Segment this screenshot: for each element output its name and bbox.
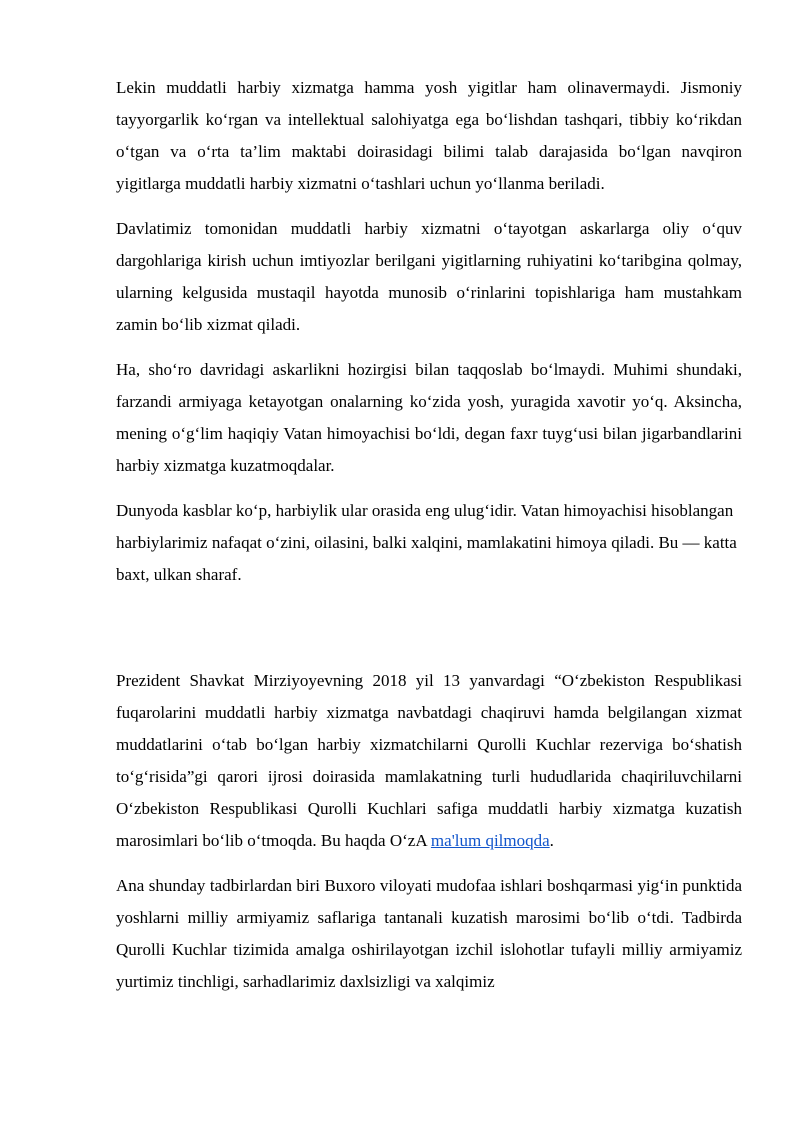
- document-body: [116, 72, 742, 1011]
- news-text: Prezident Shavkat Mirziyoyevning 2018 yil 13 yanvardagi “O‘zbekiston Respublikasi fuqarolarini muddatli harbiy xizmatga navbatdagi chaqiruvi hamda belgilangan xizmat muddatlarini o‘tab bo‘lgan harbiy xizmatchilarni Qurolli Kuchlar rezerviga bo‘shatish to‘g‘risida”gi qarori ijrosi doirasida mamlakatning turli hududlarida chaqiriluvchilarni O‘zbekiston Respublikasi Qurolli Kuchlari safiga muddatli harbiy xizmatga kuzatish marosimlari bo‘lib o‘tmoqda. Bu haqda O‘zA: [116, 671, 742, 850]
- paragraph-2: Davlatimiz tomonidan muddatli harbiy xizmatni o‘tayotgan askarlarga oliy o‘quv dargohlariga kirish uchun imtiyozlar berilgani yigitlarning ruhiyatini ko‘taribgina qolmay, ularning kelgusida mustaqil hayotda munosib o‘rinlarini topishlariga ham mustahkam zamin bo‘lib xizmat qiladi.: [116, 219, 742, 334]
- news-text-end: .: [549, 831, 554, 850]
- news-source-link[interactable]: ma'lum qilmoqda: [430, 831, 550, 850]
- paragraph-1: Lekin muddatli harbiy xizmatga hamma yosh yigitlar ham olinavermaydi. Jismoniy tayyorgarlik ko‘rgan va intellektual salohiyatga ega bo‘lishdan tashqari, tibbiy ko‘rikdan o‘tgan va o‘rta ta’lim maktabi doirasidagi bilimi talab darajasida bo‘lgan navqiron yigitlarga muddatli harbiy xizmatni o‘tashlari uchun yo‘llanma beriladi.: [116, 78, 742, 193]
- news-paragraph: [116, 665, 742, 857]
- paragraph-last: Ana shunday tadbirlardan biri Buxoro viloyati mudofaa ishlari boshqarmasi yig‘in punktida yoshlarni milliy armiyamiz saflariga tantanali kuzatish marosimi bo‘lib o‘tdi. Tadbirda Qurolli Kuchlar tizimida amalga oshirilayotgan izchil islohotlar tufayli milliy armiyamiz yurtimiz tinchligi, sarhadlarimiz daxlsizligi va xalqimiz: [116, 876, 742, 991]
- paragraph-4: Dunyoda kasblar ko‘p, harbiylik ular orasida eng ulug‘idir. Vatan himoyachisi hisoblangan harbiylarimiz nafaqat o‘zini, oilasini, balki xalqini, mamlakatini himoya qiladi. Bu — katta baxt, ulkan sharaf.: [116, 501, 737, 584]
- paragraph-3: Ha, sho‘ro davridagi askarlikni hozirgisi bilan taqqoslab bo‘lmaydi. Muhimi shundaki, farzandi armiyaga ketayotgan onalarning ko‘zida yosh, yuragida xavotir yo‘q. Aksincha, mening o‘g‘lim haqiqiy Vatan himoyachisi bo‘ldi, degan faxr tuyg‘usi bilan jigarbandlarini harbiy xizmatga kuzatmoqdalar.: [116, 360, 742, 475]
- paragraph-gap: [116, 604, 742, 665]
